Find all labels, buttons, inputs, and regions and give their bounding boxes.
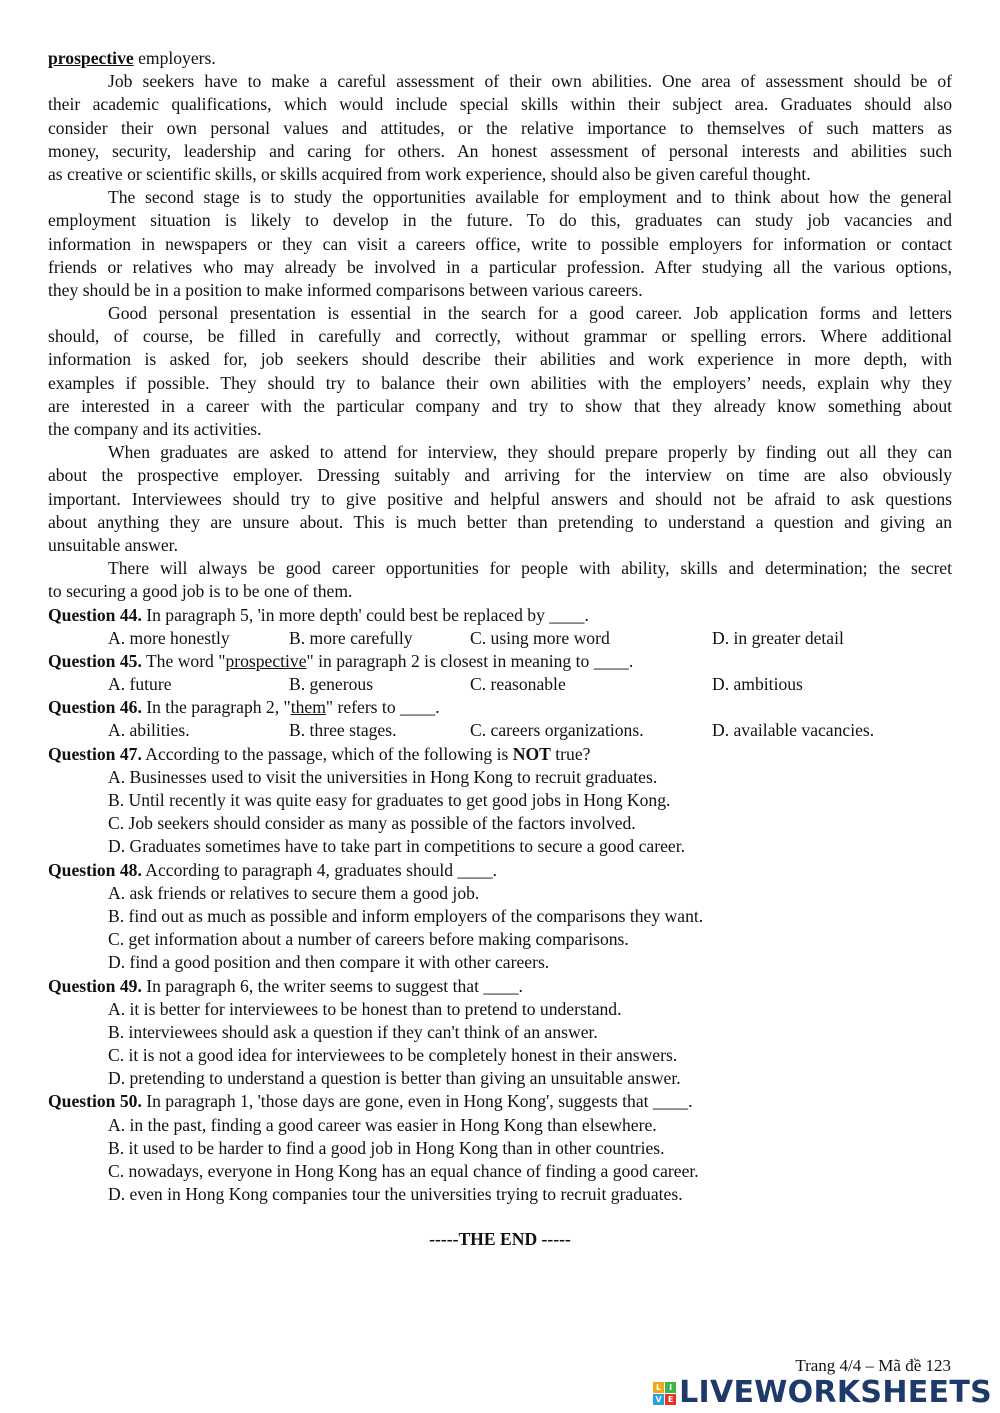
logo-tile: L: [653, 1382, 664, 1393]
question-48: [48, 859, 952, 975]
paragraph-line: their academic qualifications, which would include special skills within their subject area. Graduates should also: [48, 94, 952, 115]
question-emphasis: them: [290, 697, 326, 718]
question-number: Question 48.: [48, 859, 142, 880]
answer-option[interactable]: B. generous: [289, 674, 374, 695]
logo-tile: I: [665, 1382, 676, 1393]
question-stem: [48, 604, 952, 627]
answer-option[interactable]: C. get information about a number of careers before making comparisons.: [108, 929, 629, 950]
question-44: [48, 604, 952, 650]
logo-tile: E: [665, 1394, 676, 1405]
question-text: According to the passage, which of the following is: [141, 743, 513, 764]
question-stem: [48, 696, 952, 719]
options-row: [48, 673, 952, 696]
answer-option[interactable]: B. it used to be harder to find a good job in Hong Kong than in other countries.: [108, 1137, 665, 1158]
paragraph-line: information in newspapers or they can visit a careers office, write to possible employers for information or contact: [48, 233, 952, 254]
options-row: [48, 719, 952, 742]
paragraph: [48, 186, 952, 302]
question-text: " refers to ____.: [325, 697, 440, 718]
paragraph-line: information is asked for, job seekers should describe their abilities and work experience in more depth, with: [48, 349, 952, 370]
paragraph-line: When graduates are asked to attend for interview, they should prepare properly by finding out all they can: [108, 442, 952, 463]
paragraph-line: about the prospective employer. Dressing suitably and arriving for the interview on time are also obviously: [48, 465, 952, 486]
answer-option[interactable]: D. find a good position and then compare it with other careers.: [108, 952, 550, 973]
paragraph-line: Job seekers have to make a careful assessment of their own abilities. One area of assessment should be of: [108, 71, 952, 92]
answer-option[interactable]: C. careers organizations.: [470, 720, 644, 741]
question-text: According to paragraph 4, graduates should ____.: [141, 859, 498, 880]
question-stem: [48, 975, 952, 998]
paragraph: [48, 302, 952, 441]
paragraph-line: they should be in a position to make informed comparisons between various careers.: [48, 279, 643, 300]
paragraph-line: are interested in a career with the particular company and try to show that they already know something about: [48, 395, 952, 416]
paragraph-line: The second stage is to study the opportunities available for employment and to think about how the general: [108, 187, 952, 208]
answer-option[interactable]: D. even in Hong Kong companies tour the universities trying to recruit graduates.: [108, 1184, 683, 1205]
paragraph: [48, 557, 952, 603]
paragraph-line: Good personal presentation is essential in the search for a good career. Job application forms and letters: [108, 303, 952, 324]
question-text: In the paragraph 2, ": [141, 697, 291, 718]
underlined-keyword: prospective: [48, 48, 134, 68]
question-47: [48, 743, 952, 859]
answer-option[interactable]: A. Businesses used to visit the universities in Hong Kong to recruit graduates.: [108, 766, 658, 787]
paragraph-line: important. Interviewees should try to give positive and helpful answers and should not be afraid to ask questions: [48, 488, 952, 509]
answer-option[interactable]: A. more honestly: [108, 627, 230, 648]
paragraph-line: the company and its activities.: [48, 419, 262, 439]
paragraph-line: There will always be good career opportunities for people with ability, skills and determination; the secret: [108, 558, 952, 579]
question-stem: [48, 650, 952, 673]
passage: [48, 70, 952, 603]
question-text: In paragraph 5, 'in more depth' could best be replaced by ____.: [141, 604, 589, 625]
question-50: [48, 1090, 952, 1206]
paragraph-line: employment situation is likely to develop in the future. To do this, graduates can study job vacancies and: [48, 210, 952, 231]
paragraph: [48, 441, 952, 557]
question-number: Question 49.: [48, 975, 142, 996]
paragraph-line: as creative or scientific skills, or skills acquired from work experience, should also be given careful thought.: [48, 163, 811, 184]
question-stem: [48, 1090, 952, 1113]
question-text: true?: [550, 743, 591, 764]
paragraph-line: unsuitable answer.: [48, 534, 178, 555]
question-stem: [48, 859, 952, 882]
answer-option[interactable]: B. find out as much as possible and inform employers of the comparisons they want.: [108, 905, 704, 926]
answer-option[interactable]: D. available vacancies.: [712, 720, 875, 741]
answer-option[interactable]: D. ambitious: [712, 674, 803, 695]
answer-option[interactable]: A. it is better for interviewees to be honest than to pretend to understand.: [108, 998, 622, 1019]
question-text: In paragraph 1, 'those days are gone, even in Hong Kong', suggests that ____.: [141, 1091, 693, 1112]
paragraph-line: to securing a good job is to be one of them.: [48, 581, 353, 602]
answer-option[interactable]: C. using more word: [470, 627, 610, 648]
question-number: Question 44.: [48, 604, 142, 625]
logo-tile: V: [653, 1394, 664, 1405]
answer-option[interactable]: B. Until recently it was quite easy for graduates to get good jobs in Hong Kong.: [108, 790, 671, 810]
answer-option[interactable]: D. pretending to understand a question is better than giving an unsuitable answer.: [108, 1068, 681, 1089]
page-footer: Trang 4/4 – Mã đề 123: [795, 1356, 951, 1375]
paragraph-line: friends or relatives who may already be involved in a particular profession. After studying all the various options,: [48, 256, 952, 277]
passage-intro-line: [48, 47, 952, 70]
answer-option[interactable]: A. future: [108, 674, 172, 695]
answer-option[interactable]: C. reasonable: [470, 674, 566, 695]
question-emphasis: NOT: [512, 743, 551, 764]
answer-option[interactable]: A. abilities.: [108, 720, 190, 741]
end-marker: -----THE END -----: [429, 1229, 571, 1249]
paragraph-line: examples if possible. They should try to balance their own abilities with the employers’ needs, explain why they: [48, 372, 952, 393]
question-49: [48, 975, 952, 1091]
answer-option[interactable]: A. ask friends or relatives to secure them a good job.: [108, 882, 480, 903]
question-text: The word ": [141, 650, 226, 671]
paragraph-line: should, of course, be filled in carefully and correctly, without grammar or spelling errors. Where additional: [48, 326, 952, 347]
question-text: " in paragraph 2 is closest in meaning to ____.: [306, 650, 634, 671]
question-number: Question 45.: [48, 650, 142, 671]
options-row: [48, 627, 952, 650]
questions: [48, 604, 952, 1207]
answer-option[interactable]: C. Job seekers should consider as many as possible of the factors involved.: [108, 813, 636, 834]
question-number: Question 46.: [48, 697, 142, 718]
document-body: [48, 47, 952, 1206]
logo-text: LIVEWORKSHEETS: [679, 1375, 992, 1410]
answer-option[interactable]: B. interviewees should ask a question if they can't think of an answer.: [108, 1021, 598, 1042]
liveworksheets-logo: [653, 1375, 992, 1410]
question-stem: [48, 743, 952, 766]
paragraph-line: about anything they are unsure about. This is much better than pretending to understand a question and giving an: [48, 511, 952, 532]
question-46: [48, 696, 952, 742]
answer-option[interactable]: B. more carefully: [289, 627, 413, 648]
answer-option[interactable]: D. in greater detail: [712, 627, 844, 648]
paragraph-line: money, security, leadership and caring for others. An honest assessment of personal interests and abilities such: [48, 140, 952, 161]
question-text: In paragraph 6, the writer seems to suggest that ____.: [141, 975, 523, 996]
answer-option[interactable]: B. three stages.: [289, 720, 397, 741]
question-number: Question 50.: [48, 1091, 142, 1112]
answer-option[interactable]: C. nowadays, everyone in Hong Kong has an equal chance of finding a good career.: [108, 1161, 699, 1181]
paragraph-line: consider their own personal values and attitudes, or the relative importance to themselves of such matters as: [48, 117, 952, 138]
answer-option[interactable]: A. in the past, finding a good career was easier in Hong Kong than elsewhere.: [108, 1114, 657, 1135]
answer-option[interactable]: C. it is not a good idea for interviewees to be completely honest in their answers.: [108, 1045, 678, 1066]
paragraph: [48, 70, 952, 186]
question-number: Question 47.: [48, 743, 142, 764]
answer-option[interactable]: D. Graduates sometimes have to take part in competitions to secure a good career.: [108, 836, 685, 857]
question-emphasis: prospective: [225, 650, 307, 671]
logo-icon: [653, 1382, 676, 1405]
intro-text: employers.: [133, 48, 216, 68]
question-45: [48, 650, 952, 696]
